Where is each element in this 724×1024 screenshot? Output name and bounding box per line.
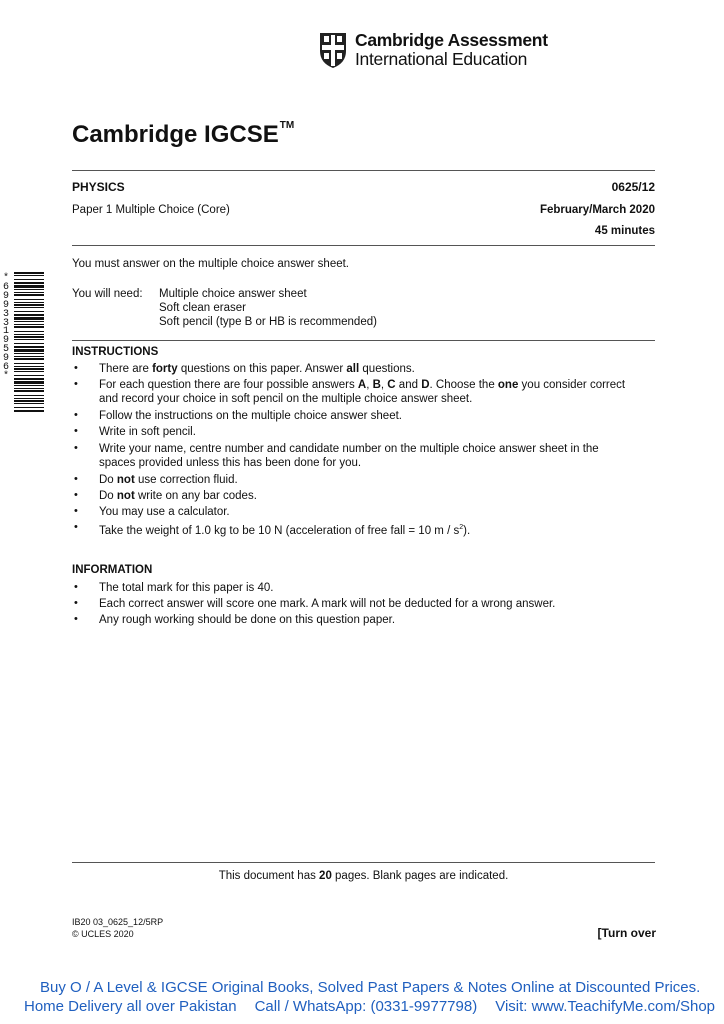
instruction-item: For each question there are four possible answers A, B, C and D. Choose the one you consider correct and record your choice in soft pencil on the multiple choice answer sheet.: [99, 379, 626, 405]
barcode-bar: [14, 292, 44, 293]
barcode-char: 1: [2, 326, 9, 338]
barcode-bar: [14, 282, 44, 284]
instruction-item: There are forty questions on this paper. Answer all questions.: [99, 363, 415, 375]
will-need-label: You will need:: [72, 288, 143, 300]
barcode-bar: [14, 378, 44, 380]
ad-delivery: Home Delivery all over Pakistan: [24, 998, 237, 1015]
instruction-item: Write your name, centre number and candidate number on the multiple choice answer sheet in the spaces provided unless this has been done for you.: [99, 443, 599, 469]
exam-session: February/March 2020: [539, 204, 655, 216]
bullet-icon: •: [74, 613, 78, 625]
bullet-icon: •: [74, 521, 78, 533]
barcode-bar: [14, 349, 44, 352]
copyright: © UCLES 2020: [72, 929, 134, 939]
exam-duration: 45 minutes: [594, 225, 655, 237]
barcode-bar: [14, 302, 44, 303]
barcode-bar: [14, 294, 44, 296]
barcode-char: 6: [2, 362, 9, 374]
bullet-icon: •: [74, 597, 78, 609]
instruction-item: Write in soft pencil.: [99, 426, 196, 438]
barcode-bar: [14, 336, 44, 338]
barcode-bar: [14, 324, 44, 325]
barcode-bar: [14, 407, 44, 408]
barcode-bar: [14, 385, 44, 386]
barcode-bar: [14, 321, 44, 322]
barcode-bar: [14, 272, 44, 274]
will-need-item: Soft clean eraser: [159, 302, 246, 314]
bullet-icon: •: [74, 409, 78, 421]
information-item: Any rough working should be done on this question paper.: [99, 614, 396, 626]
divider-info: [72, 245, 655, 246]
barcode-bar: [14, 334, 44, 335]
barcode-bar: [14, 371, 44, 372]
barcode-bar: [14, 279, 44, 280]
bullet-icon: •: [74, 581, 78, 593]
bullet-icon: •: [74, 473, 78, 485]
barcode-bar: [14, 398, 44, 399]
divider-top: [72, 170, 655, 171]
barcode-bar: [14, 358, 44, 360]
barcode-char: *: [2, 273, 9, 284]
divider-instructions: [72, 340, 655, 341]
ad-contact: Call / WhatsApp: (0331-9977798): [254, 998, 478, 1015]
barcode-bar: [14, 381, 44, 384]
barcode-bar: [14, 388, 44, 389]
qualification-name: Cambridge IGCSE: [72, 121, 279, 148]
barcode-bar: [14, 410, 44, 412]
cambridge-logo: [318, 30, 558, 70]
cambridge-shield-icon: [318, 31, 348, 69]
barcode-bar: [14, 275, 44, 276]
instruction-item: Do not use correction fluid.: [99, 474, 238, 486]
ad-line-2: [24, 998, 715, 1015]
bullet-icon: •: [74, 505, 78, 517]
barcode-bar: [14, 331, 44, 332]
bullet-icon: •: [74, 425, 78, 437]
instruction-item: Take the weight of 1.0 kg to be 10 N (acceleration of free fall = 10 m / $s^2$).: [99, 524, 471, 537]
barcode-bar: [14, 368, 44, 370]
barcode-bar: [14, 395, 44, 396]
barcode-char: 5: [2, 344, 9, 356]
barcode-bar: [14, 353, 44, 354]
information-item: Each correct answer will score one mark. A mark will not be deducted for a wrong answer.: [99, 598, 556, 610]
barcode-bar: [14, 346, 44, 348]
barcode-bar: [14, 400, 44, 402]
barcode-char: 9: [2, 299, 9, 311]
barcode-bar: [14, 289, 44, 290]
divider-bottom: [72, 862, 655, 863]
bullet-icon: •: [74, 362, 78, 374]
trademark-mark: TM: [279, 120, 295, 131]
ad-website[interactable]: Visit: www.TeachifyMe.com/Shop: [495, 998, 716, 1015]
instructions-heading: INSTRUCTIONS: [72, 346, 159, 358]
barcode-bar: [14, 304, 44, 306]
turn-over: [Turn over: [597, 926, 656, 940]
instruction-item: Follow the instructions on the multiple choice answer sheet.: [99, 410, 402, 422]
org-name-line1: Cambridge Assessment: [355, 30, 548, 50]
will-need-item: Soft pencil (type B or HB is recommended): [159, 316, 377, 328]
bullet-icon: •: [74, 489, 78, 501]
will-need-item: Multiple choice answer sheet: [159, 288, 307, 300]
ad-line-1: Buy O / A Level & IGCSE Original Books, Solved Past Papers & Notes Online at Discounted Prices.: [40, 979, 701, 996]
barcode-char: 3: [2, 308, 9, 320]
bullet-icon: •: [74, 378, 78, 390]
barcode-bar: [14, 299, 44, 300]
qualification-title: [72, 120, 294, 149]
information-item: The total mark for this paper is 40.: [99, 582, 274, 594]
paper-name: Paper 1 Multiple Choice (Core): [72, 204, 230, 216]
barcode-text: [0, 275, 12, 382]
barcode-bar: [14, 363, 44, 364]
barcode-bar: [14, 314, 44, 316]
barcode-bar: [14, 403, 44, 404]
barcode-bar: [14, 311, 44, 312]
instruction-item: You may use a calculator.: [99, 506, 230, 518]
barcode-bar: [14, 390, 44, 392]
barcode-bar: [14, 326, 44, 328]
barcode-char: 6: [2, 281, 9, 293]
bullet-icon: •: [74, 442, 78, 454]
barcode-bar: [14, 317, 44, 320]
barcode-char: 9: [2, 335, 9, 347]
barcode-bar: [14, 307, 44, 308]
barcode-char: 9: [2, 290, 9, 302]
subject: PHYSICS: [72, 180, 125, 194]
barcode-bar: [14, 366, 44, 367]
information-heading: INFORMATION: [72, 564, 153, 576]
barcode-char: 9: [2, 353, 9, 365]
answer-note: You must answer on the multiple choice answer sheet.: [72, 258, 350, 270]
barcode: [14, 272, 44, 412]
instruction-item: Do not write on any bar codes.: [99, 490, 257, 502]
barcode-char: *: [2, 370, 9, 382]
paper-code: 0625/12: [611, 180, 655, 194]
barcode-bar: [14, 343, 44, 344]
barcode-bar: [14, 356, 44, 357]
barcode-bar: [14, 285, 44, 288]
barcode-char: 3: [2, 317, 9, 329]
org-name-line2: International Education: [355, 49, 528, 69]
document-page-note: This document has 20 pages. Blank pages are indicated.: [218, 870, 509, 882]
barcode-bar: [14, 375, 44, 376]
barcode-bar: [14, 339, 44, 340]
paper-reference: IB20 03_0625_12/5RP: [72, 917, 164, 927]
